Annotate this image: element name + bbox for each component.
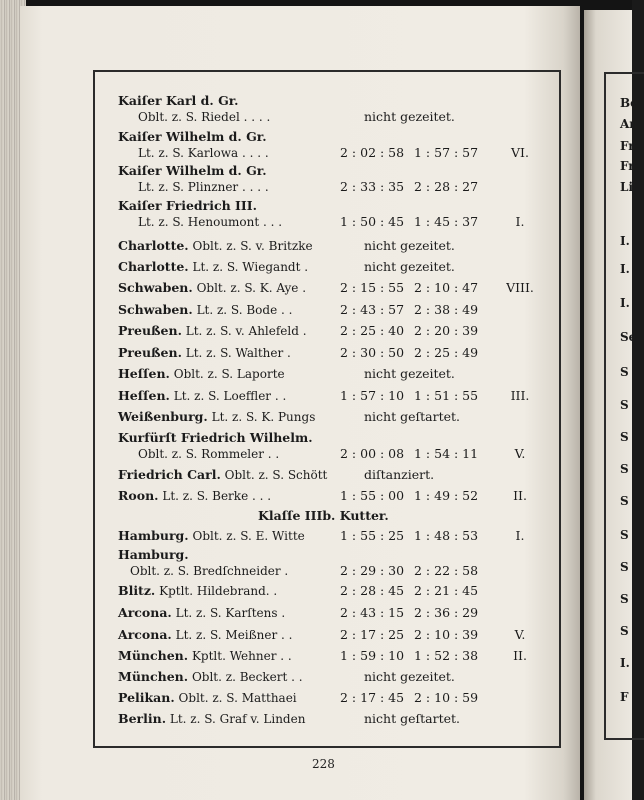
right-page-fragment: Li	[620, 180, 633, 194]
officer-name: Oblt. z. S. Schött	[224, 468, 328, 482]
placement: I.	[515, 214, 525, 229]
right-page-fragment: S	[620, 592, 629, 606]
officer-name: Lt. z. S. Plinzner . . . .	[138, 180, 269, 194]
race-entry	[118, 163, 558, 195]
ship-name: Charlotte.	[118, 238, 189, 253]
ship-name: Kaiſer Wilhelm d. Gr.	[118, 129, 267, 144]
status-text: nicht gezeitet.	[364, 669, 455, 684]
race-entry	[118, 198, 558, 230]
elapsed-time: 2 : 29 : 30	[340, 563, 405, 578]
officer-name: Lt. z. S. Wiegandt .	[192, 260, 309, 274]
ship-name: München.	[118, 648, 189, 663]
officer-name: Oblt. z. S. Rommeler . .	[138, 447, 280, 461]
status-text: nicht gezeitet.	[364, 259, 455, 274]
officer-name: Oblt. z. S. Matthaei	[178, 691, 297, 705]
race-entry	[118, 259, 558, 275]
elapsed-time: 2 : 28 : 45	[340, 583, 405, 598]
officer-name: Kptlt. Wehner . .	[191, 649, 292, 663]
ship-name: Kaiſer Friedrich III.	[118, 198, 257, 213]
corrected-time: 2 : 20 : 39	[414, 323, 479, 338]
right-page-fragment: S	[620, 365, 629, 379]
ship-name: Hamburg.	[118, 528, 189, 543]
elapsed-time: 2 : 33 : 35	[340, 179, 405, 194]
status-text: nicht geſtartet.	[364, 409, 460, 424]
placement: V.	[514, 627, 526, 642]
status-text: nicht gezeitet.	[364, 109, 455, 124]
corrected-time: 2 : 38 : 49	[414, 302, 479, 317]
section-heading: Klaſſe IIIb. Kutter.	[258, 508, 389, 523]
corrected-time: 2 : 10 : 59	[414, 690, 479, 705]
placement: V.	[514, 446, 526, 461]
corrected-time: 2 : 10 : 39	[414, 627, 479, 642]
status-text: nicht gezeitet.	[364, 366, 455, 381]
right-page-fragment: S	[620, 560, 629, 574]
race-entry	[118, 323, 558, 339]
elapsed-time: 2 : 25 : 40	[340, 323, 405, 338]
officer-name: Lt. z. S. Bode . .	[196, 303, 293, 317]
officer-name: Lt. z. S. Henoumont . . .	[138, 215, 283, 229]
race-entry	[118, 366, 558, 382]
elapsed-time: 2 : 43 : 57	[340, 302, 405, 317]
ship-name: Kaiſer Karl d. Gr.	[118, 93, 239, 108]
officer-name: Oblt. z. S. E. Witte	[192, 529, 305, 543]
corrected-time: 1 : 48 : 53	[414, 528, 479, 543]
elapsed-time: 2 : 30 : 50	[340, 345, 405, 360]
race-entry	[118, 583, 558, 599]
officer-name: Oblt. z. S. K. Aye .	[196, 281, 307, 295]
race-entry	[118, 711, 558, 727]
ship-name: Arcona.	[118, 605, 172, 620]
ship-name: Kaiſer Wilhelm d. Gr.	[118, 163, 267, 178]
ship-name: Schwaben.	[118, 280, 193, 295]
race-entry	[118, 93, 558, 125]
corrected-time: 1 : 57 : 57	[414, 145, 479, 160]
right-page-fragment: S	[620, 398, 629, 412]
race-entry	[118, 409, 558, 425]
elapsed-time: 2 : 02 : 58	[340, 145, 405, 160]
officer-name: Oblt. z. S. Laporte	[173, 367, 285, 381]
status-text: diſtanziert.	[364, 467, 435, 482]
right-page-fragment: Be	[620, 96, 638, 110]
corrected-time: 2 : 21 : 45	[414, 583, 479, 598]
race-entry	[118, 648, 558, 664]
race-entry	[118, 690, 558, 706]
officer-name: Lt. z. S. Walther .	[185, 346, 291, 360]
right-page-fragment: I.	[620, 234, 630, 248]
ship-name: Friedrich Carl.	[118, 467, 221, 482]
race-entry	[118, 547, 558, 579]
elapsed-time: 2 : 17 : 25	[340, 627, 405, 642]
right-page-fragment: I.	[620, 656, 630, 670]
race-entry	[118, 669, 558, 685]
officer-name: Lt. z. S. Loeffler . .	[173, 389, 287, 403]
officer-name: Oblt. z. S. Bredſchneider .	[130, 564, 289, 578]
race-entry	[118, 467, 558, 483]
corrected-time: 2 : 22 : 58	[414, 563, 479, 578]
elapsed-time: 2 : 43 : 15	[340, 605, 405, 620]
right-page-fragment: I.	[620, 296, 630, 310]
page-number: 228	[312, 757, 335, 771]
officer-name: Lt. z. S. v. Ahlefeld .	[185, 324, 307, 338]
placement: III.	[510, 388, 530, 403]
officer-name: Oblt. z. S. Riedel . . . .	[138, 110, 271, 124]
placement: VIII.	[506, 280, 534, 295]
corrected-time: 1 : 51 : 55	[414, 388, 479, 403]
officer-name: Oblt. z. S. v. Britzke	[192, 239, 313, 253]
officer-name: Lt. z. S. Meißner . .	[175, 628, 293, 642]
ship-name: Hamburg.	[118, 547, 189, 562]
ship-name: Roon.	[118, 488, 159, 503]
race-entry	[118, 627, 558, 643]
right-page-fragment: Fr	[620, 159, 635, 173]
placement: II.	[513, 488, 527, 503]
officer-name: Lt. z. S. Karſtens .	[175, 606, 286, 620]
elapsed-time: 2 : 17 : 45	[340, 690, 405, 705]
race-entry	[118, 280, 558, 296]
right-page-fragment: An	[620, 117, 639, 131]
ship-name: Arcona.	[118, 627, 172, 642]
placement: I.	[515, 528, 525, 543]
status-text: nicht gezeitet.	[364, 238, 455, 253]
elapsed-time: 1 : 57 : 10	[340, 388, 405, 403]
ship-name: Weißenburg.	[118, 409, 208, 424]
race-entry	[118, 605, 558, 621]
race-entry	[118, 388, 558, 404]
placement: II.	[513, 648, 527, 663]
race-entry	[118, 430, 558, 462]
corrected-time: 2 : 25 : 49	[414, 345, 479, 360]
officer-name: Lt. z. S. Karlowa . . . .	[138, 146, 269, 160]
status-text: nicht geſtartet.	[364, 711, 460, 726]
right-page-fragment: Fr	[620, 139, 635, 153]
ship-name: Schwaben.	[118, 302, 193, 317]
officer-name: Kptlt. Hildebrand. .	[159, 584, 278, 598]
ship-name: Heſſen.	[118, 366, 170, 381]
elapsed-time: 1 : 50 : 45	[340, 214, 405, 229]
right-page-fragment: S	[620, 462, 629, 476]
race-entry	[118, 302, 558, 318]
officer-name: Lt. z. S. Berke . . .	[162, 489, 272, 503]
corrected-time: 2 : 28 : 27	[414, 179, 479, 194]
ship-name: Blitz.	[118, 583, 156, 598]
ship-name: Preußen.	[118, 345, 182, 360]
corrected-time: 2 : 36 : 29	[414, 605, 479, 620]
corrected-time: 1 : 49 : 52	[414, 488, 479, 503]
race-entry	[118, 345, 558, 361]
race-entry	[118, 238, 558, 254]
ship-name: München.	[118, 669, 189, 684]
elapsed-time: 1 : 55 : 25	[340, 528, 405, 543]
right-page-fragment: F	[620, 690, 629, 704]
right-page-fragment: S	[620, 624, 629, 638]
right-page-fragment: S	[620, 494, 629, 508]
ship-name: Charlotte.	[118, 259, 189, 274]
corrected-time: 2 : 10 : 47	[414, 280, 479, 295]
placement: VI.	[511, 145, 529, 160]
ship-name: Pelikan.	[118, 690, 175, 705]
ship-name: Kurfürſt Friedrich Wilhelm.	[118, 430, 313, 445]
officer-name: Lt. z. S. K. Pungs	[211, 410, 316, 424]
right-page-fragment: I.	[620, 262, 630, 276]
officer-name: Lt. z. S. Graf v. Linden	[169, 712, 306, 726]
ship-name: Berlin.	[118, 711, 167, 726]
elapsed-time: 2 : 15 : 55	[340, 280, 405, 295]
elapsed-time: 2 : 00 : 08	[340, 446, 405, 461]
ship-name: Heſſen.	[118, 388, 170, 403]
right-page-fragment: S	[620, 528, 629, 542]
corrected-time: 1 : 54 : 11	[414, 446, 479, 461]
corrected-time: 1 : 52 : 38	[414, 648, 479, 663]
elapsed-time: 1 : 55 : 00	[340, 488, 405, 503]
corrected-time: 1 : 45 : 37	[414, 214, 479, 229]
right-page-fragment: S	[620, 430, 629, 444]
right-page-fragment: Se	[620, 330, 637, 344]
race-entry	[118, 528, 558, 544]
officer-name: Oblt. z. Beckert . .	[191, 670, 303, 684]
race-entry	[118, 129, 558, 161]
ship-name: Preußen.	[118, 323, 182, 338]
race-entry	[118, 488, 558, 504]
elapsed-time: 1 : 59 : 10	[340, 648, 405, 663]
